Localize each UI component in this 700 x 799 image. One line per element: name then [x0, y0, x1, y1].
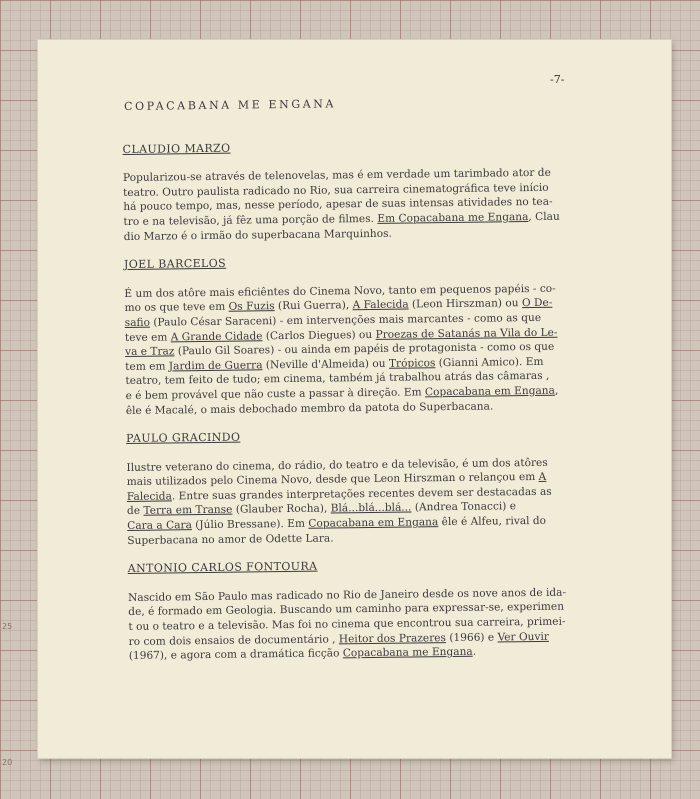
text-segment: êle é Alfeu, rival do — [438, 514, 547, 529]
actor-name-heading: CLAUDIO MARZO — [122, 141, 231, 156]
bio-section — [123, 137, 614, 245]
text-segment: teatro, tem feito de tudo; em cinema, também já trabalhou atrás das câmaras , — [125, 370, 550, 388]
bio-paragraph — [124, 281, 616, 418]
text-segment: há pouco tempo, mas, nesse período, apesar de suas intensas atividades no tea- — [123, 196, 553, 214]
film-title: Ver Ouvir — [497, 630, 549, 644]
film-title: Heitor dos Prazeres — [338, 631, 447, 646]
text-segment: Ilustre veterano do cinema, do rádio, do teatro e da televisão, é um dos atôres — [126, 456, 548, 474]
typed-text-body — [122, 94, 619, 678]
document-title: COPACABANA ME ENGANA — [123, 97, 337, 113]
actor-name-heading: JOEL BARCELOS — [123, 256, 227, 272]
bio-section — [128, 556, 619, 664]
text-segment: Popularizou-se através de telenovelas, mas é em verdade um tarimbado ator de — [122, 166, 551, 185]
text-segment: de, é formado em Geologia. Buscando um caminho para expressar-se, experimen — [128, 601, 565, 619]
film-title: Trópicos — [388, 356, 436, 370]
text-segment: (Paulo César Saraceni) - em intervenções mais marcantes - como as que — [149, 311, 542, 329]
text-segment: (1966) e — [445, 631, 498, 644]
text-segment: Superbacana no amor de Odette Lara. — [127, 532, 334, 547]
film-title: va e Traz — [125, 345, 175, 359]
text-segment: (Glauber Rocha), — [232, 502, 331, 517]
film-title: Terra em Transe — [143, 504, 233, 518]
text-segment: , — [554, 384, 559, 397]
film-title: Cara a Cara — [127, 519, 192, 533]
film-title: Copacabana em Engana — [424, 384, 555, 399]
text-segment: tro e na televisão, já fêz uma porção de filmes. — [123, 212, 378, 228]
text-segment: É um dos atôre mais eficiêntes do Cinema Novo, tanto em pequenos papéis - co- — [124, 282, 556, 300]
text-segment: (Paulo Gil Soares) - ou ainda em papéis de protagonista - como os que — [174, 340, 555, 358]
text-segment: t ou o teatro e a televisão. Mas foi no cinema que encontrou sua carreira, primei- — [128, 615, 566, 633]
bio-paragraph — [128, 585, 619, 664]
film-title: safio — [124, 316, 150, 329]
text-segment: (Neville d'Almeida) ou — [262, 357, 390, 372]
actor-name-heading: ANTONIO CARLOS FONTOURA — [127, 559, 318, 576]
grid-margin-number: 20 — [2, 758, 13, 767]
film-title: Copacabana me Engana — [342, 645, 473, 660]
bio-section — [124, 252, 616, 418]
text-segment: , Clau — [528, 210, 560, 224]
film-title: Copacabana em Engana — [308, 516, 439, 530]
text-segment: (Carlos Diegues) ou — [262, 328, 376, 342]
bio-section — [126, 426, 617, 548]
text-segment: de — [126, 505, 144, 518]
text-segment: ro com dois ensaios de documentário , — [128, 633, 339, 648]
film-title: A — [538, 471, 547, 484]
text-segment: (Gianni Amico). Em — [435, 355, 544, 369]
text-segment: e é bem provável que não custe a passar à direção. Em — [125, 386, 426, 402]
text-segment: teatro. Outro paulista radicado no Rio, sua carreira cinematográfica teve início — [123, 181, 549, 199]
film-title: Falecida — [126, 490, 172, 503]
text-segment: (1967), e agora com a dramática ficção — [128, 647, 343, 663]
bio-sections — [123, 137, 619, 664]
text-segment: . — [472, 645, 477, 658]
film-title: O De- — [521, 297, 553, 310]
film-title: Blá...blá...blá... — [330, 501, 412, 515]
text-segment: tem em — [125, 360, 169, 373]
text-segment: Nascido em São Paulo mas radicado no Rio de Janeiro desde os nove anos de ida- — [128, 586, 567, 604]
grid-margin-number: 25 — [2, 622, 13, 631]
film-title: Jardim de Guerra — [168, 359, 263, 373]
bio-paragraph — [123, 165, 614, 244]
text-segment: (Andrea Tonacci) e — [411, 500, 517, 514]
film-title: Proezas de Satanás na Vila do Le- — [375, 326, 558, 341]
film-title: A Falecida — [352, 298, 409, 312]
text-segment: . Entre suas grandes interpretações recentes devem ser destacadas as — [171, 485, 552, 503]
text-segment: dio Marzo é o irmão do superbacana Marquinhos. — [123, 227, 392, 243]
page-number: -7- — [550, 73, 565, 86]
text-segment: (Rui Guerra), — [274, 299, 353, 313]
text-segment: teve em — [124, 330, 171, 344]
actor-name-heading: PAULO GRACINDO — [126, 430, 241, 446]
film-title: A Grande Cidade — [170, 329, 263, 343]
text-segment: (Leon Hirszman) ou — [408, 297, 523, 311]
text-segment: (Júlio Bressane). Em — [191, 517, 309, 532]
film-title: Os Fuzis — [228, 300, 275, 314]
text-segment: mais utilizados pelo Cinema Novo, desde que Leon Hirszman o relançou em — [126, 471, 539, 489]
film-title: Em Copacabana me Engana — [377, 211, 529, 225]
bio-paragraph — [126, 455, 617, 549]
text-segment: êle é Macalé, o mais debochado membro da patota do Superbacana. — [125, 399, 494, 417]
text-segment: mo os que teve em — [124, 301, 229, 315]
